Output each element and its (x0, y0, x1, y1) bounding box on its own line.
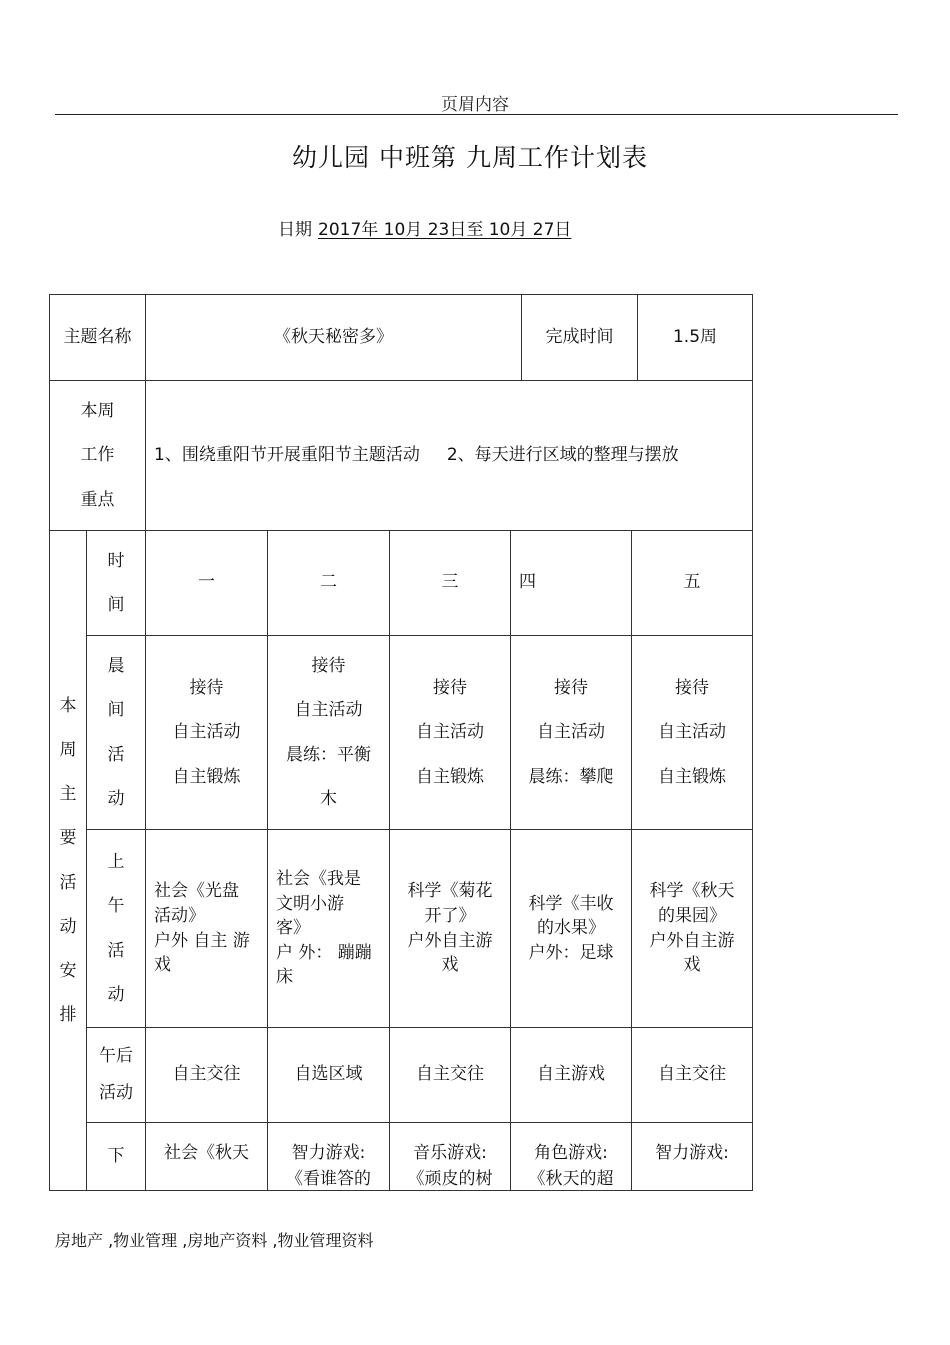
completion-value: 1.5周 (672, 326, 718, 347)
bottom-activity-line: 智力游戏: (291, 1143, 366, 1163)
morning-label-char: 间 (107, 700, 125, 721)
activity-side-label-char: 活 (59, 872, 77, 893)
afternoon-activity-cell-1 (145, 1027, 268, 1123)
forenoon-activity-line: 的水果》 (537, 918, 605, 939)
activity-side-label-char: 主 (59, 784, 77, 805)
forenoon-activity-line: 户外自主游 (649, 930, 735, 951)
date-line (278, 215, 571, 240)
forenoon-activity-cell-5 (631, 829, 753, 1028)
morning-activity-line: 接待 (554, 678, 588, 699)
afternoon-activity-text: 自主游戏 (537, 1064, 605, 1085)
morning-activity-line: 接待 (311, 656, 346, 677)
afternoon-activity-cell-4 (510, 1027, 632, 1123)
morning-activity-cell-5 (631, 635, 753, 830)
morning-activity-line: 自主活动 (658, 722, 726, 743)
bottom-activity-line: 智力游戏: (655, 1143, 729, 1163)
day-header-text: 四 (519, 572, 536, 593)
forenoon-activity-line: 社会《我是 (276, 868, 361, 889)
day-header-cell-4 (510, 530, 632, 636)
theme-label-cell (49, 294, 146, 381)
forenoon-activity-line: 户 外： 蹦蹦 (276, 942, 372, 963)
afternoon-activity-text: 自主交往 (172, 1064, 241, 1085)
time-label-cell (86, 530, 146, 636)
morning-activity-line: 晨练：平衡 (286, 744, 371, 765)
day-header-cell-3 (389, 530, 511, 636)
activity-side-label-char: 要 (59, 828, 77, 849)
day-header-text: 二 (320, 572, 337, 593)
bottom-label-cell (86, 1122, 146, 1191)
day-header-cell-5 (631, 530, 753, 636)
activity-side-label-char: 本 (59, 695, 77, 716)
focus-label-line: 工作 (80, 445, 115, 466)
completion-label: 完成时间 (545, 326, 614, 347)
morning-activity-line: 自主活动 (416, 722, 484, 743)
day-header-text: 五 (683, 572, 701, 593)
morning-activity-cell-2 (267, 635, 390, 830)
forenoon-activity-line: 客》 (276, 918, 310, 939)
focus-content: 1、围绕重阳节开展重阳节主题活动 2、每天进行区域的整理与摆放 (154, 444, 679, 465)
forenoon-activity-cell-2 (267, 829, 390, 1028)
forenoon-activity-cell-1 (145, 829, 268, 1028)
day-header-cell-2 (267, 530, 390, 636)
afternoon-label-line: 活动 (99, 1083, 133, 1103)
afternoon-activity-text: 自主交往 (416, 1064, 484, 1085)
forenoon-activity-line: 戏 (683, 955, 701, 976)
day-header-text: 一 (198, 572, 215, 593)
day-header-cell-1 (145, 530, 268, 636)
afternoon-label-cell (86, 1027, 146, 1123)
morning-activity-line: 自主锻炼 (416, 766, 484, 787)
morning-activity-cell-3 (389, 635, 511, 830)
forenoon-label-char: 活 (107, 940, 125, 961)
forenoon-activity-line: 戏 (441, 955, 459, 976)
morning-activity-cell-1 (145, 635, 268, 830)
afternoon-label-line: 午后 (99, 1045, 133, 1066)
forenoon-label-char: 午 (107, 896, 125, 917)
forenoon-activity-line: 开了》 (424, 905, 476, 926)
activity-side-label-cell (49, 530, 87, 1191)
focus-content-cell (145, 380, 753, 531)
focus-label-line: 重点 (80, 489, 115, 510)
bottom-activity-line: 社会《秋天 (164, 1143, 249, 1163)
afternoon-activity-cell-2 (267, 1027, 390, 1123)
focus-label-cell (49, 380, 146, 531)
morning-activity-line: 自主锻炼 (172, 766, 241, 787)
bottom-activity-line: 角色游戏: (534, 1143, 608, 1163)
bottom-activity-cell-3 (389, 1122, 511, 1191)
forenoon-label-char: 上 (107, 852, 125, 873)
morning-activity-line: 接待 (675, 678, 709, 699)
page-header: 页眉内容 (441, 95, 509, 115)
activity-side-label-char: 动 (59, 916, 77, 937)
forenoon-activity-line: 户外：足球 (528, 942, 614, 963)
time-label-char: 间 (107, 595, 125, 615)
morning-activity-line: 木 (320, 788, 337, 809)
theme-value-cell (145, 294, 522, 381)
date-value: 2017年 10月 23日至 10月 27日 (318, 220, 572, 240)
forenoon-activity-line: 活动》 (154, 905, 205, 926)
bottom-activity-line: 《看谁答的 (286, 1168, 371, 1189)
theme-label: 主题名称 (63, 326, 132, 347)
forenoon-activity-line: 科学《丰收 (528, 893, 614, 914)
forenoon-activity-line: 床 (276, 967, 293, 988)
page-footer: 房地产 ,物业管理 ,房地产资料 ,物业管理资料 (55, 1231, 374, 1250)
bottom-activity-line: 音乐游戏: (413, 1143, 487, 1163)
focus-label-line: 本周 (80, 401, 115, 422)
activity-side-label-char: 安 (59, 960, 77, 981)
forenoon-activity-line: 社会《光盘 (154, 881, 239, 902)
theme-value: 《秋天秘密多》 (274, 326, 393, 347)
morning-activity-line: 自主锻炼 (658, 766, 726, 787)
bottom-activity-cell-2 (267, 1122, 390, 1191)
bottom-activity-cell-4 (510, 1122, 632, 1191)
morning-label-cell (86, 635, 146, 830)
forenoon-activity-cell-4 (510, 829, 632, 1028)
bottom-activity-cell-1 (145, 1122, 268, 1191)
afternoon-activity-text: 自选区域 (294, 1064, 363, 1085)
completion-label-cell (521, 294, 638, 381)
morning-label-char: 晨 (107, 656, 125, 677)
activity-side-label-char: 排 (59, 1005, 77, 1026)
forenoon-activity-line: 文明小游 (276, 893, 344, 914)
afternoon-activity-text: 自主交往 (658, 1064, 726, 1085)
bottom-activity-line: 《秋天的超 (528, 1168, 614, 1189)
forenoon-label-cell (86, 829, 146, 1028)
completion-value-cell (637, 294, 753, 381)
morning-activity-line: 自主活动 (172, 722, 241, 743)
forenoon-label-char: 动 (107, 984, 125, 1005)
day-header-text: 三 (441, 572, 459, 593)
morning-activity-line: 自主活动 (294, 700, 363, 721)
forenoon-activity-line: 科学《秋天 (649, 881, 735, 902)
date-label: 日期 (278, 220, 312, 240)
morning-activity-line: 接待 (189, 678, 224, 699)
forenoon-activity-line: 的果园》 (658, 905, 726, 926)
bottom-activity-line: 《顽皮的树 (407, 1168, 493, 1189)
morning-activity-line: 自主活动 (537, 722, 605, 743)
time-label-char: 时 (107, 550, 125, 571)
afternoon-activity-cell-3 (389, 1027, 511, 1123)
forenoon-activity-line: 户外自主游 (407, 930, 493, 951)
header-divider (55, 114, 898, 115)
afternoon-activity-cell-5 (631, 1027, 753, 1123)
morning-label-char: 动 (107, 788, 125, 809)
morning-activity-line: 接待 (433, 678, 467, 699)
page-title: 幼儿园 中班第 九周工作计划表 (292, 143, 648, 172)
morning-label-char: 活 (107, 744, 125, 765)
forenoon-activity-line: 戏 (154, 955, 171, 976)
forenoon-activity-line: 科学《菊花 (407, 881, 493, 902)
morning-activity-line: 晨练：攀爬 (528, 766, 614, 787)
bottom-activity-cell-5 (631, 1122, 753, 1191)
forenoon-activity-cell-3 (389, 829, 511, 1028)
forenoon-activity-line: 户外 自主 游 (154, 930, 250, 951)
bottom-label: 下 (107, 1145, 125, 1166)
activity-side-label-char: 周 (59, 739, 77, 760)
morning-activity-cell-4 (510, 635, 632, 830)
